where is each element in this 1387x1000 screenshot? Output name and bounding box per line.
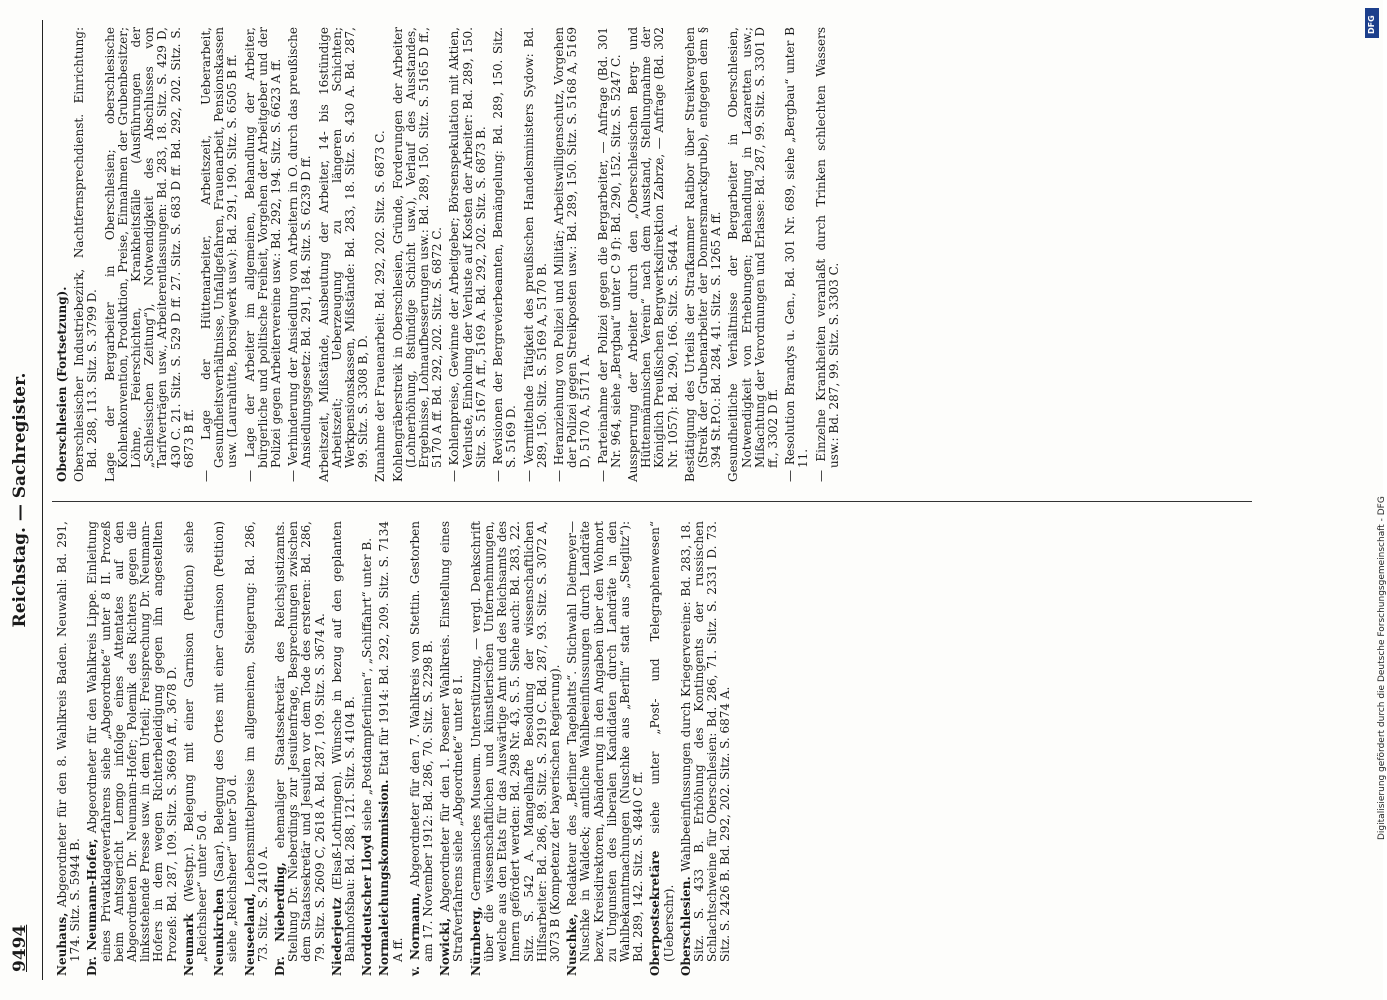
index-entry-lemma: Nuschke,: [565, 913, 580, 976]
digitization-note: [1363, 160, 1387, 840]
index-subentry: — Revisionen der Bergrevierbeamten, Bemängelung: Bd. 289, 150. Sitz. S. 5169 D.: [491, 27, 519, 482]
index-subentry: — Heranziehung von Polizei und Militär; Arbeitswilligenschutz, Vorgehen der Polizei gegen Streikposten usw.: Bd. 289, 150. Sitz. S. 5168 A, 5169 D, 5170 A, 5171 A.: [551, 27, 593, 482]
index-entry-lemma: Neumark: [181, 913, 196, 976]
rotated-printed-page: [4, 20, 1334, 980]
index-entry-text: Lebensmittelpreise im allgemeinen, Steigerung: Bd. 286, 73. Sitz. S. 2410 A.: [242, 521, 270, 962]
left-column: [56, 521, 1326, 976]
index-entry-text: (Saar). Belegung des Ortes mit einer Garnison (Petition) siehe „Reichsheer“ unter 50 d.: [212, 521, 240, 962]
index-entry-text: siehe unter „Post- und Telegraphenwesen“ (Ueberschr).: [648, 521, 676, 962]
index-entry: [244, 521, 270, 976]
index-entry-text: Germanisches Museum. Unterstützung, — vergl. Denkschrift über die wissenschaftlichen und künstlerischen Unternehmungen, welche aus den Etats für das Auswärtige Amt und des Reichsamts des Innern gefördert werden: Bd. 298 Nr. 43, S. 5. Siehe auch: Bd. 283, 22. Sitz. S. 542 A. Mangelhafte Besoldung der wissenschaftlichen Hilfsarbeiter: Bd. 286, 89. Sitz. S. 2919 C. Bd. 287, 93. Sitz. S. 3072 A, 3073 B (Kompetenz der bayerischen Regierung).: [468, 521, 562, 962]
index-entry-text: Abgeordneter für den 1. Posener Wahlkreis. Einstellung eines Strafverfahrens siehe „Abgeordnete“ unter 8 I.: [438, 521, 466, 962]
index-subentry: Aussperrung der Arbeiter durch den „Oberschlesischen Berg- und Hüttenmännischen Verein“ nach dem Ausstand, Stellungnahme der Königlich Preußischen Bergwerksdirektion Zabrze, — Anfrage (Bd. 302 Nr. 1057): Bd. 290, 166. Sitz. S. 5644 A.: [625, 27, 680, 482]
index-entry-text: Abgeordneter für den 7. Wahlkreis von Stettin. Gestorben am 17. November 1912: Bd. 286, 70. Sitz. S. 2298 B.: [407, 521, 436, 962]
index-entry: [566, 521, 645, 976]
index-subentry: Gesundheitliche Verhältnisse der Bergarbeiter in Oberschlesien, Notwendigkeit von Erhebungen; Behandlung in Lazaretten usw.; Mißachtung der Verordnungen und Erlasse: Bd. 287, 99. Sitz. S. 3301 D ff., 3302 D ff.: [726, 27, 780, 482]
index-entry-lemma: Oberschlesien.: [678, 876, 693, 976]
index-entry: [378, 521, 404, 976]
index-entry: [680, 521, 733, 976]
index-entry-text: Abgeordneter für den Wahlkreis Lippe. Einleitung eines Privatklageverfahrens siehe „Abgeordnete“ unter 8 II. Prozeß beim Amtsgericht Lemgo infolge eines Attentates auf den Abgeordneten Dr. Neumann-Hofer; Polemik des Richters gegen die linksstehende Presse usw. in dem Urteil; Freisprechung Dr. Neumann-Hofers in dem wegen Richterbeleidigung gegen ihn angestellten Prozeß: Bd. 287, 109. Sitz. S. 3669 A ff., 3678 D.: [85, 521, 179, 962]
index-subentry: Zunahme der Frauenarbeit: Bd. 292, 202. Sitz. S. 6873 C.: [373, 130, 388, 482]
dfg-logo-text: DFG: [1367, 15, 1376, 34]
index-subentry: — Kohlenpreise, Gewinne der Arbeitgeber; Börsenspekulation mit Aktien, Verluste, Einholung der Verluste auf Kosten der Arbeiter: Bd. 289, 150. Sitz. S. 5167 A ff., 5169 A. Bd. 292, 202. Sitz. S. 6873 B.: [447, 27, 488, 482]
index-subentry: — Lage der Arbeiter im allgemeinen, Behandlung der Arbeiter, bürgerliche und politische Freiheit, Vorgehen der Arbeitgeber und der Polizei gegen Arbeitervereine usw.: Bd. 292, 194. Sitz. S. 6623 A ff.: [242, 27, 284, 482]
index-entry-lemma: Neunkirchen: [212, 888, 227, 976]
index-entry-lemma: Oberpostsekretäre: [648, 850, 663, 976]
right-column: [56, 27, 1326, 482]
index-entry-lemma: Niederjeutz: [329, 897, 344, 976]
column-divider: [52, 501, 1252, 502]
index-entry-lemma: v. Normann,: [407, 892, 422, 976]
dfg-logo: [1365, 8, 1379, 38]
index-subentry: Lage der Bergarbeiter in Oberschlesien; oberschlesische Kohlenkonvention, Produktion, Preise, Einnahmen der Grubenbesitzer; Löhne, Feierschichten, Krankheitsfälle (Ausführungen der „Schlesischen Zeitung“), Notwendigkeit des Abschlusses von Tarifverträgen usw., Arbeiterentlassungen: Bd. 283, 18. Sitz. S. 429 D, 430 C. 21. Sitz. S. 529 D ff. 27. Sitz. S. 683 D ff. Bd. 292, 202. Sitz. S. 6873 B ff.: [102, 27, 196, 482]
index-entry-lemma: Dr. Neumann-Hofer,: [85, 838, 100, 976]
index-entry-lemma: Dr. Nieberding,: [273, 862, 288, 976]
index-entry: [409, 521, 435, 976]
right-column-entries: [73, 27, 841, 482]
index-entry-lemma: Nürnberg,: [468, 906, 483, 976]
index-entry-lemma: Normaleichungskommission.: [377, 779, 392, 976]
index-entry-text: Etat für 1914: Bd. 292, 209. Sitz. S. 7134 A ff.: [377, 521, 405, 962]
index-entry: [56, 521, 82, 976]
index-entry: [213, 521, 239, 976]
index-entry-text: Wahlbeeinflussungen durch Kriegervereine: Bd. 283, 18. Sitz. S. 433 B. Erhöhung des Kontingents der russischen Schlachtschweine für Oberschlesien: Bd. 286, 71. Sitz. S. 2331 D. 73. Sitz. S. 2426 B. Bd. 292, 202. Sitz. S. 6874 A.: [678, 521, 733, 962]
index-subentry: — Resolution Brandys u. Gen., Bd. 301 Nr. 689, siehe „Bergbau“ unter B 11.: [783, 27, 811, 482]
index-entry-text: (Elsaß-Lothringen). Wünsche in bezug auf den geplanten Bahnhofsbau: Bd. 288, 121. Sitz. S. 4104 B.: [329, 521, 358, 962]
index-subentry: — Verhinderung der Ansiedlung von Arbeitern in O. durch das preußische Ansiedlungsgesetz: Bd. 291, 184. Sitz. S. 6239 D ff.: [286, 27, 314, 482]
index-subentry: Bestätigung des Urteils der Strafkammer Ratibor über Streikvergehen (Streik der Grubenarbeiter der Donnersmarckgrube), entgegen dem § 394 St.P.O.: Bd. 284, 41. Sitz. S. 1265 A ff.: [682, 27, 724, 482]
index-subentry: Kohlengräberstreik in Oberschlesien, Gründe, Forderungen der Arbeiter (Lohnerhöhung, 8stündige Schicht usw.), Verlauf des Ausstandes, Ergebnisse, Lohnaufbesserungen usw.: Bd. 289, 150. Sitz. S. 5165 D ff., 5170 A ff. Bd. 292, 202. Sitz. S. 6872 C.: [390, 27, 445, 482]
page-number: 9494: [10, 924, 30, 972]
index-entry-lemma: Norddeutscher Lloyd: [360, 834, 375, 976]
right-column-heading: Oberschlesien (Fortsetzung).: [55, 286, 69, 482]
index-entry: [86, 521, 178, 976]
index-entry: [183, 521, 209, 976]
index-entry-text: (Westpr.). Belegung mit einer Garnison (Petition) siehe „Reichsheer“ unter 50 d.: [181, 521, 210, 962]
index-entry: [331, 521, 357, 976]
page-title: Reichstag. — Sachregister.: [10, 372, 30, 628]
index-entry: [470, 521, 562, 976]
index-entry-text: ehemaliger Staatssekretär des Reichsjustizamts. Stellung Dr. Nieberdings zur Jesuitenfrage, Besprechungen zwischen dem Staatssekretär und Jesuiten vor dem Tode des ersteren: Bd. 286, 79. Sitz. S. 2609 C, 2618 A. Bd. 287, 109. Sitz. S. 3674 A.: [273, 521, 327, 962]
index-entry-text: siehe „Postdampferlinien“, „Schiffahrt“ unter B.: [360, 537, 375, 831]
index-entry-text: Abgeordneter für den 8. Wahlkreis Baden. Neuwahl: Bd. 291, 174. Sitz. S. 5944 B.: [55, 521, 83, 962]
index-entry: [649, 521, 675, 976]
index-entry-lemma: Nowicki,: [438, 917, 453, 976]
index-entry-text: Redakteur des „Berliner Tageblatts“. Stichwahl Dietmeyer—Nuschke in Waldeck; amtliche Wahlbeeinflussungen durch Landräte bezw. Kreisdirektoren, Abänderung in den Angaben über den Wohnort zu Ungunsten des liberalen Kandidaten durch Landräte in den Wahlbekanntmachungen (Nuschke aus „Berlin“ statt aus „Steglitz“): Bd. 289, 142. Sitz. S. 4840 C ff.: [565, 521, 646, 962]
digitization-note-text: Digitalisierung gefördert durch die Deutsche Forschungsgemeinschaft - DFG: [1377, 496, 1387, 840]
index-subentry: Arbeitszeit, Mißstände, Ausbeutung der Arbeiter, 14- bis 16stündige Arbeitszeit; Ueberzeugung zu längeren Schichten; Werkpensionskassen, Mißstände: Bd. 283, 18. Sitz. S. 430 A. Bd. 287, 99. Sitz. S. 3308 B, D.: [316, 27, 371, 482]
index-entry-lemma: Neuseeland,: [242, 893, 257, 976]
index-subentry: — Lage der Hüttenarbeiter, Arbeitszeit, Ueberarbeit, Gesundheitsverhältnisse, Unfallgefahren, Frauenarbeit, Pensionskassen usw. (Laurahütte, Borsigwerk usw.): Bd. 291, 190. Sitz. S. 6505 B ff.: [199, 27, 240, 482]
index-subentry: — Vermittelnde Tätigkeit des preußischen Handelsministers Sydow: Bd. 289, 150. Sitz. S. 5169 A, 5170 B.: [521, 27, 549, 482]
index-entry: [439, 521, 465, 976]
index-entry: [274, 521, 327, 976]
index-entry: [361, 521, 374, 976]
index-subentry: — Parteinahme der Polizei gegen die Bergarbeiter, — Anfrage (Bd. 301 Nr. 964, siehe „Bergbau“ unter C 9 f): Bd. 290, 152. Sitz. S. 5247 C.: [595, 27, 623, 482]
running-head: [12, 20, 43, 980]
index-subentry: Oberschlesischer Industriebezirk, Nachtfernsprechdienst. Einrichtung: Bd. 288, 113. Sitz. S. 3799 D.: [72, 27, 100, 482]
index-subentry: — Einzelne Krankheiten veranlaßt durch Trinken schlechten Wassers usw.: Bd. 287, 99. Sitz. S. 3303 C.: [813, 27, 841, 482]
index-entry-lemma: Neuhaus,: [55, 912, 69, 976]
